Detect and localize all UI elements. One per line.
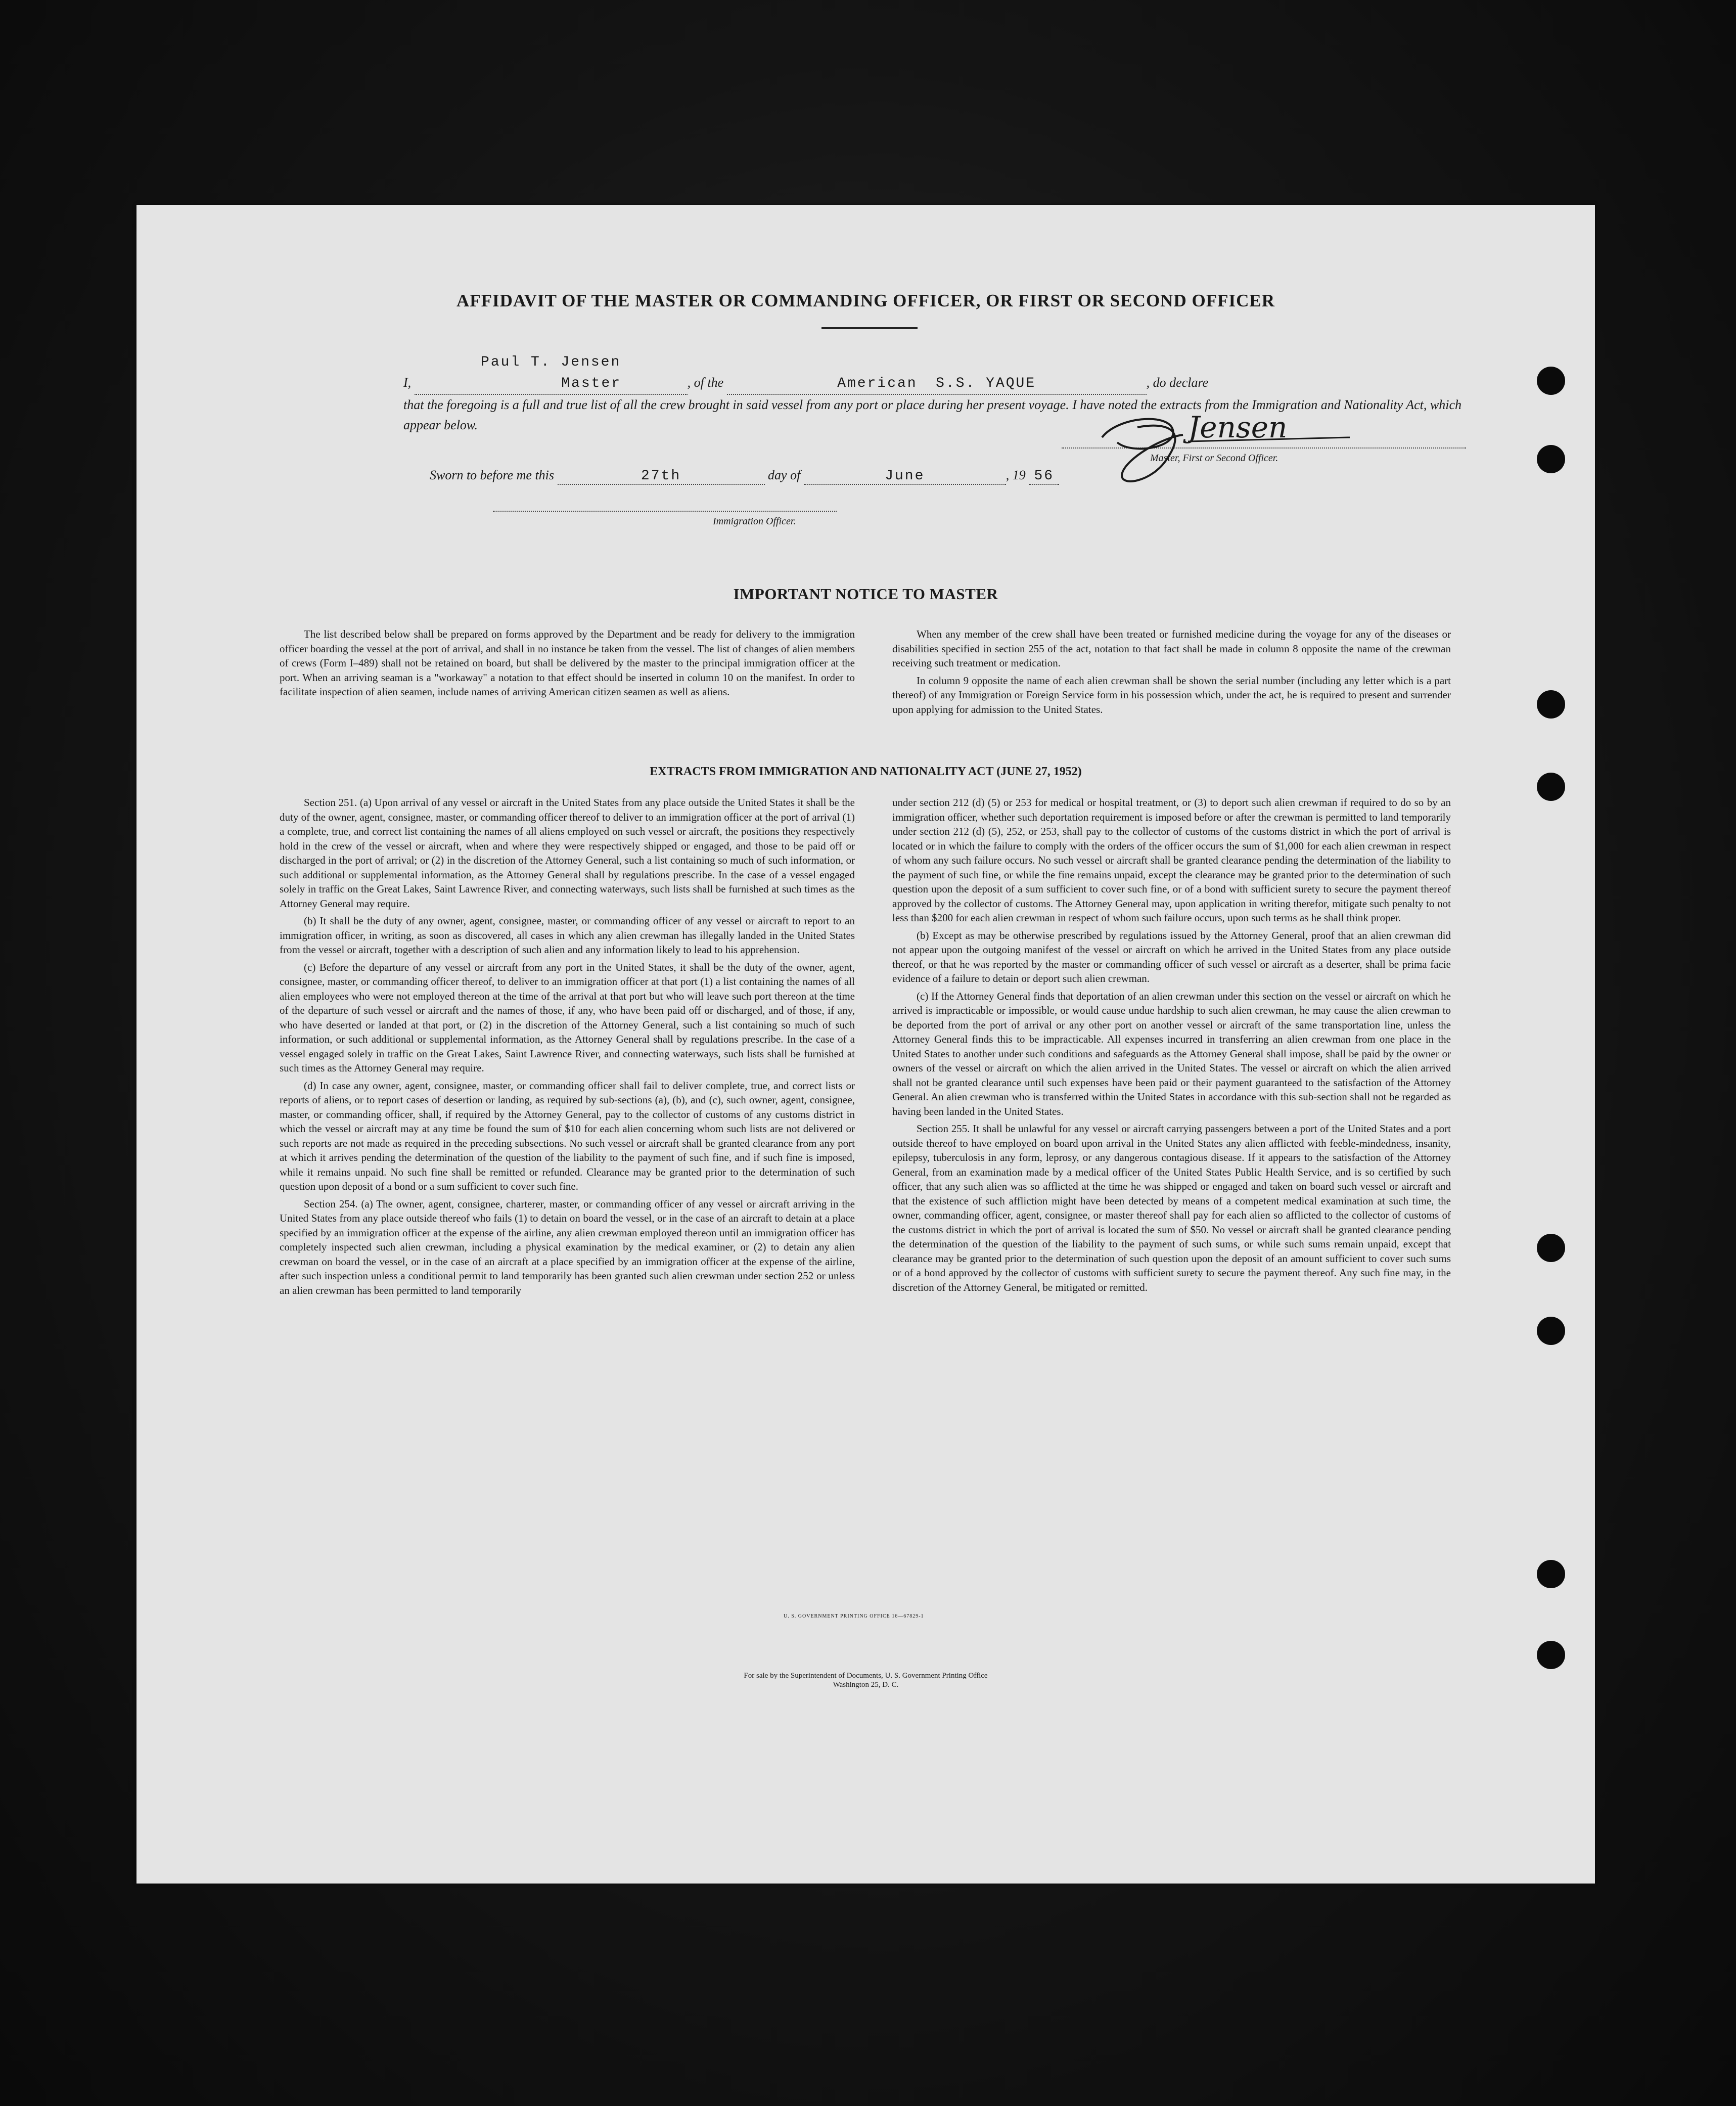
master-name-field bbox=[415, 351, 688, 395]
declaration-prefix: I, bbox=[403, 375, 412, 390]
year-prefix: , 19 bbox=[1006, 468, 1026, 482]
master-rank: Master bbox=[561, 376, 622, 391]
immigration-officer-line bbox=[493, 511, 837, 512]
sale-line-2: Washington 25, D. C. bbox=[833, 1681, 899, 1689]
gpo-imprint: U. S. GOVERNMENT PRINTING OFFICE 16—67829-1 bbox=[784, 1614, 924, 1619]
sale-line-1: For sale by the Superintendent of Documents, U. S. Government Printing Office bbox=[744, 1672, 988, 1680]
signature-text: Jensen bbox=[1188, 410, 1288, 444]
extract-paragraph: (d) In case any owner, agent, consignee, master, or commanding officer shall fail to deliver complete, true, and correct lists or reports of aliens, or to report cases of desertion or landing, as required by sub-sections (a), (b), and (c), such owner, agent, consignee, master, or commanding officer, shall, if required by the Attorney General, pay to the collector of customs of any customs district in which the vessel or aircraft may at any time be found the sum of $10 for each alien concerning whom such lists are not delivered or such reports are not made as required in the preceding subsections. No such vessel or aircraft shall be granted clearance from any port at which it arrives pending the determination of the question of the liability to the payment of such fine, and if such fine is imposed, while it remains unpaid. No such fine shall be remitted or refunded. Clearance may be granted prior to the determination of such question upon deposit of a bond or a sum sufficient to cover such fine. bbox=[280, 1079, 855, 1192]
vessel-nationality: American bbox=[837, 376, 918, 391]
binder-hole bbox=[1537, 1317, 1565, 1345]
notice-right-paragraph-1: When any member of the crew shall have been treated or furnished medicine during the voyage for any of the diseases or disabilities specified in section 255 of the act, notation to that fact shall be made in column 8 opposite the name of the crewman receiving such treatment or medication. bbox=[892, 628, 1451, 669]
extract-paragraph: Section 251. (a) Upon arrival of any vessel or aircraft in the United States from any place outside the United States it shall be the duty of the owner, agent, consignee, master, or commanding officer thereof to deliver to an immigration officer at the port of arrival (1) a complete, true, and correct list containing the names of all aliens employed on such vessel or aircraft, the positions they respectively hold in the crew of the vessel or aircraft, when and where they were respectively shipped or engaged, and those to be paid off or discharged in the port of arrival; or (2) in the discretion of the Attorney General, such a list containing so much of such information, or such additional or supplemental information, as the Attorney General shall by regulations prescribe. In the case of a vessel engaged solely in traffic on the Great Lakes, Saint Lawrence River, and connecting waterways, such lists shall be furnished at such times as the Attorney General may require. bbox=[280, 796, 855, 910]
binder-hole bbox=[1537, 690, 1565, 719]
title-rule bbox=[821, 327, 918, 329]
sworn-year-field bbox=[1029, 468, 1059, 485]
extract-paragraph: (b) Except as may be otherwise prescribed by regulations issued by the Attorney General, proof that an alien crewman did not appear upon the outgoing manifest of the vessel or aircraft on which he arrived in the United States from any place outside thereof, or that he was reported by the master or commanding officer of such vessel or aircraft as a deserter, shall be prima facie evidence of a failure to detain or deport such alien crewman. bbox=[892, 929, 1451, 984]
immigration-officer-label: Immigration Officer. bbox=[713, 516, 796, 527]
binder-hole bbox=[1537, 1641, 1565, 1669]
master-name: Paul T. Jensen bbox=[481, 354, 621, 370]
extracts-right-column bbox=[892, 795, 1451, 1294]
extract-paragraph: (c) If the Attorney General finds that deportation of an alien crewman under this section on the vessel or aircraft on which he arrived is impracticable or impossible, or would cause undue hardship to such alien crewman, he may cause the alien crewman to be deported from the port of arrival or any other port on another vessel or aircraft of the same transportation line, unless the Attorney General finds this to be impracticable. All expenses incurred in transferring an alien crewman from one place in the United States to another under such conditions and safeguards as the Attorney General shall impose, shall be paid by the owner or owners of the vessel or aircraft on which the alien arrived in the United States. The vessel or aircraft on which the alien arrived shall not be granted clearance until such expenses have been paid or their payment guaranteed to the satisfaction of the Attorney General. An alien crewman who is transferred within the United States in accordance with this sub-section shall not be regarded as having been landed in the United States. bbox=[892, 990, 1451, 1117]
extract-paragraph: Section 255. It shall be unlawful for any vessel or aircraft carrying passengers between a port of the United States and a port outside thereof to have employed on board upon arrival in the United States any alien afflicted with feeble-mindedness, insanity, epilepsy, tuberculosis in any form, leprosy, or any dangerous contagious disease. If it appears to the satisfaction of the Attorney General, from an examination made by a medical officer of the United States Public Health Service, and is so certified by such officer, that any such alien was so afflicted at the time he was shipped or engaged and taken on board such vessel or aircraft and that the existence of such affliction might have been detected by means of a competent medical examination at such time, the owner, commanding officer, agent, consignee, or master thereof shall pay for each alien so afflicted to the collector of customs of the customs district in which the port of arrival is located the sum of $50. No vessel or aircraft shall be granted clearance pending the determination of the question of the liability to the payment of such sums, or while such sums remain unpaid, except that clearance may be granted prior to the determination of such question upon the deposit of an amount sufficient to cover such sums or of a bond approved by the collector of customs with sufficient surety to secure the payment thereof. Any such fine may, in the discretion of the Attorney General, be mitigated or remitted. bbox=[892, 1123, 1451, 1293]
notice-left-column bbox=[280, 627, 855, 699]
signature-label: Master, First or Second Officer. bbox=[1150, 453, 1278, 464]
do-declare-label: , do declare bbox=[1146, 375, 1209, 390]
sworn-prefix: Sworn to before me this bbox=[430, 468, 555, 482]
sale-notice bbox=[136, 1671, 1595, 1689]
extract-paragraph: (c) Before the departure of any vessel or aircraft from any port in the United States, it shall be the duty of the owner, agent, consignee, master, or commanding officer thereof, to deliver to an immigration officer at that port (1) a list containing the names of all alien employees who were not employed thereon at the time of the arrival at that port but who will leave such port thereon at the time of the departure of such vessel or aircraft and the names of those, if any, who have been paid off or discharged, and of those, if any, who have deserted or landed at that port, or (2) in the discretion of the Attorney General, such a list containing so much of such information, or such additional or supplemental information, as the Attorney General shall by regulations prescribe. In the case of a vessel engaged solely in traffic on the Great Lakes, Saint Lawrence River, and connecting waterways, such lists shall be furnished at such times as the Attorney General may require. bbox=[280, 961, 855, 1074]
extract-paragraph: Section 254. (a) The owner, agent, consignee, charterer, master, or commanding officer of any vessel or aircraft arriving in the United States from any place outside thereof who fails (1) to detain on board the vessel, or in the case of an aircraft to detain at a place specified by an immigration officer at the expense of the airline, any alien crewman employed thereon until an immigration officer has completely inspected such alien crewman, including a physical examination by the medical examiner, or (2) to detain any alien crewman on board the vessel, or in the case of an aircraft at a place specified by an immigration officer at the expense of the airline, after such inspection unless a conditional permit to land temporarily has been granted such alien crewman under section 252 or unless an alien crewman has been permitted to land temporarily bbox=[280, 1197, 855, 1296]
extracts-title: EXTRACTS FROM IMMIGRATION AND NATIONALITY ACT (JUNE 27, 1952) bbox=[650, 765, 1082, 778]
of-the-label: , of the bbox=[687, 375, 724, 390]
sworn-month-field bbox=[804, 468, 1006, 485]
binder-hole bbox=[1537, 1234, 1565, 1262]
notice-right-paragraph-2: In column 9 opposite the name of each alien crewman shall be shown the serial number (including any letter which is a part thereof) of any Immigration or Foreign Service form in his possession which, under the act, he is required to present and surrender upon applying for admission to the United States. bbox=[892, 674, 1451, 715]
day-of-label: day of bbox=[768, 468, 801, 482]
extract-paragraph: (b) It shall be the duty of any owner, agent, consignee, master, or commanding officer of any vessel or aircraft to report to an immigration officer, in writing, as soon as discovered, all cases in which any alien crewman has illegally landed in the United States from the vessel or aircraft, together with a description of such alien and any information likely to lead to his apprehension. bbox=[280, 915, 855, 956]
affidavit-title: AFFIDAVIT OF THE MASTER OR COMMANDING OFFICER, OR FIRST OR SECOND OFFICER bbox=[456, 291, 1275, 310]
vessel-field bbox=[727, 373, 1147, 395]
binder-hole bbox=[1537, 445, 1565, 473]
sworn-year: 56 bbox=[1034, 468, 1055, 484]
binder-hole bbox=[1537, 367, 1565, 395]
notice-right-column bbox=[892, 627, 1451, 716]
notice-title: IMPORTANT NOTICE TO MASTER bbox=[733, 585, 998, 603]
sworn-month: June bbox=[885, 468, 925, 484]
vessel-name: S.S. YAQUE bbox=[936, 376, 1036, 391]
extracts-left-column bbox=[280, 795, 855, 1297]
notice-left-paragraph: The list described below shall be prepared on forms approved by the Department and be ready for delivery to the immigration officer boarding the vessel at the port of arrival, and shall in no instance be taken from the vessel. The list of changes of alien members of crews (Form I–489) shall not be retained on board, but shall be delivered by the master to the principal immigration officer at the port. When an arriving seaman is a "workaway" a notation to that effect should be inserted in column 10 on the manifest. In order to facilitate inspection of alien seamen, include names of arriving American citizen seamen as well as aliens. bbox=[280, 628, 855, 698]
sworn-day: 27th bbox=[641, 468, 681, 484]
document-page bbox=[136, 205, 1595, 1884]
binder-hole bbox=[1537, 1560, 1565, 1588]
declaration-body: that the foregoing is a full and true list of all the crew brought in said vessel from any port or place during her present voyage. I have noted the extracts from the Immigration and Nationality Act, which appear below. bbox=[403, 397, 1461, 432]
sworn-day-field bbox=[558, 468, 765, 485]
binder-hole bbox=[1537, 773, 1565, 801]
extract-paragraph: under section 212 (d) (5) or 253 for medical or hospital treatment, or (3) to deport such alien crewman if required to do so by an immigration officer, whether such deportation requirement is imposed before or after the crewman is permitted to land temporarily under section 212 (d) (5), 252, or 253, shall pay to the collector of customs of the customs district in which the port of arrival is located or in which the failure to comply with the orders of the officer occurs the sum of $1,000 for each alien crewman in respect of whom any such failure occurs. No such vessel or aircraft shall be granted clearance pending the determination of the liability to the payment of such fine, or while the fine remains unpaid, except the clearance may be granted prior to the determination of such question upon the deposit of a sum sufficient to cover such fine, or of a bond with sufficient surety to secure the payment thereof approved by the collector of customs. The Attorney General may, upon application in writing therefor, mitigate such penalty to not less than $200 for each alien crewman in respect of whom such failure occurs, upon such terms as he shall think proper. bbox=[892, 796, 1451, 924]
sworn-line bbox=[430, 468, 1491, 485]
